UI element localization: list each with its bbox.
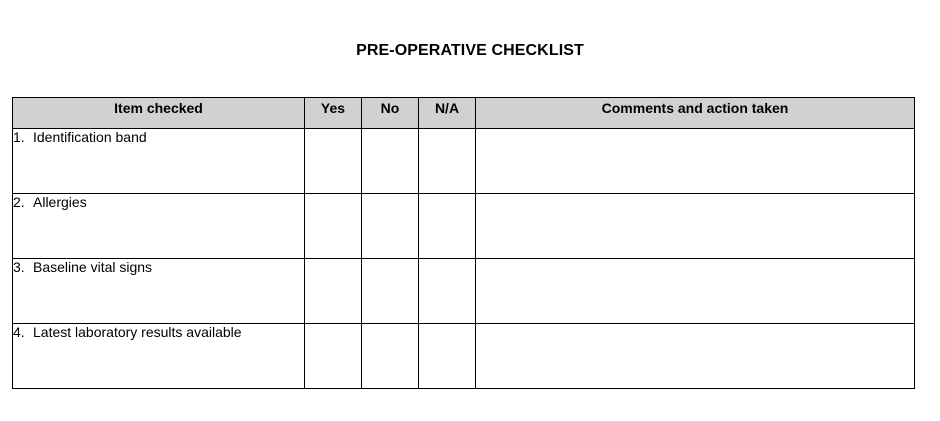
item-label: Baseline vital signs	[33, 259, 153, 275]
table-row	[13, 194, 915, 259]
item-number: 1.	[13, 129, 25, 145]
item-cell	[13, 259, 305, 324]
header-comments: Comments and action taken	[476, 98, 915, 129]
na-cell[interactable]	[419, 324, 476, 389]
page-title: PRE-OPERATIVE CHECKLIST	[356, 42, 584, 59]
yes-cell[interactable]	[305, 194, 362, 259]
comments-cell[interactable]	[476, 324, 915, 389]
na-cell[interactable]	[419, 194, 476, 259]
item-label: Identification band	[33, 129, 147, 145]
yes-cell[interactable]	[305, 129, 362, 194]
comments-cell[interactable]	[476, 259, 915, 324]
table-header-row	[13, 98, 915, 129]
header-item-checked: Item checked	[13, 98, 305, 129]
no-cell[interactable]	[362, 194, 419, 259]
comments-cell[interactable]	[476, 194, 915, 259]
item-cell	[13, 129, 305, 194]
header-no: No	[362, 98, 419, 129]
item-label: Allergies	[33, 194, 87, 210]
no-cell[interactable]	[362, 324, 419, 389]
table-row	[13, 129, 915, 194]
header-na: N/A	[419, 98, 476, 129]
item-number: 4.	[13, 324, 25, 340]
checklist-table	[12, 97, 915, 389]
yes-cell[interactable]	[305, 259, 362, 324]
item-cell	[13, 324, 305, 389]
no-cell[interactable]	[362, 129, 419, 194]
item-cell	[13, 194, 305, 259]
item-number: 2.	[13, 194, 25, 210]
header-yes: Yes	[305, 98, 362, 129]
table-row	[13, 259, 915, 324]
item-number: 3.	[13, 259, 25, 275]
table-row	[13, 324, 915, 389]
no-cell[interactable]	[362, 259, 419, 324]
comments-cell[interactable]	[476, 129, 915, 194]
yes-cell[interactable]	[305, 324, 362, 389]
item-label: Latest laboratory results available	[33, 324, 242, 340]
na-cell[interactable]	[419, 129, 476, 194]
na-cell[interactable]	[419, 259, 476, 324]
